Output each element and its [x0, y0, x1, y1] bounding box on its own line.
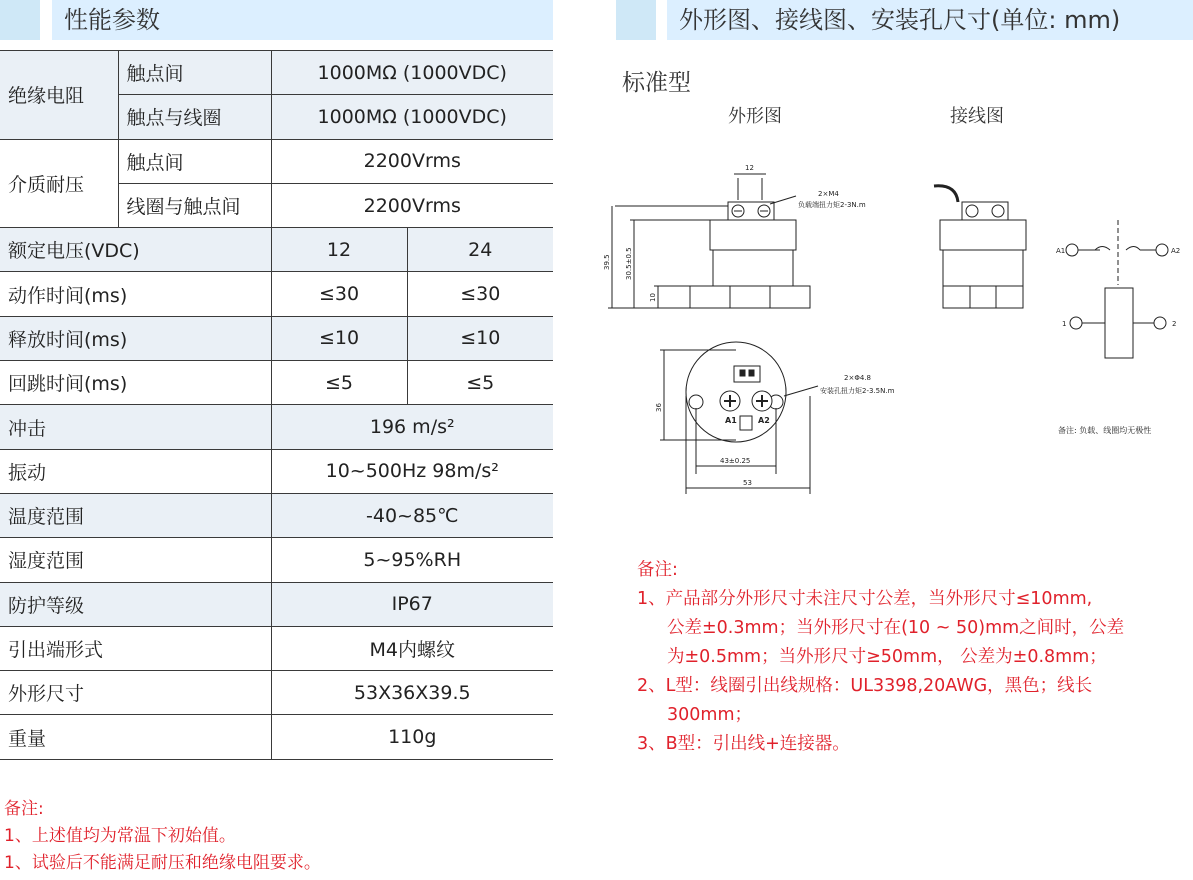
row-value-a: ≤30	[271, 272, 407, 316]
row-value-a: ≤10	[271, 316, 407, 360]
wiring-label: 接线图	[950, 106, 1004, 127]
dim-10: 10	[649, 293, 657, 302]
spec-table	[0, 50, 553, 760]
right-note-1-cont-b: 为±0.5mm；当外形尺寸≥50mm， 公差为±0.8mm；	[667, 647, 1107, 667]
type-label: 标准型	[622, 70, 691, 96]
table-row	[0, 228, 553, 272]
row-label: 温度范围	[0, 493, 271, 537]
dim-30-5: 30.5±0.5	[625, 247, 633, 280]
right-notes-title: 备注:	[637, 560, 678, 580]
dim-36: 36	[655, 403, 663, 412]
mount-note-1: 2×Φ4.8	[844, 374, 871, 382]
table-row	[0, 139, 553, 183]
table-row	[0, 626, 553, 670]
relay-side-view	[608, 174, 810, 308]
row-label: 振动	[0, 449, 271, 493]
left-header-accent	[0, 0, 40, 40]
row-value-b: 24	[407, 228, 553, 272]
dim-43: 43±0.25	[720, 457, 751, 465]
technical-drawing	[600, 140, 1193, 510]
row-value: 196 m/s²	[271, 405, 553, 449]
right-note-1-cont-a: 公差±0.3mm；当外形尺寸在(10 ~ 50)mm之间时，公差	[667, 618, 1125, 638]
row-value-b: ≤10	[407, 316, 553, 360]
schematic-pin-1: 1	[1062, 320, 1067, 328]
row-label: 引出端形式	[0, 626, 271, 670]
row-label: 介质耐压	[0, 139, 118, 228]
right-note-1: 1、产品部分外形尺寸未注尺寸公差，当外形尺寸≤10mm,	[637, 589, 1093, 609]
table-row	[0, 405, 553, 449]
terminal-a2-mark: A2	[758, 416, 770, 425]
left-note-2: 1、试验后不能满足耐压和绝缘电阻要求。	[4, 853, 321, 873]
table-row	[0, 272, 553, 316]
row-label: 绝缘电阻	[0, 51, 118, 140]
row-value: 110g	[271, 715, 553, 759]
screw-note-2: 负载端扭力矩2-3N.m	[798, 201, 866, 209]
left-notes	[4, 796, 321, 877]
left-notes-title: 备注:	[4, 799, 44, 819]
table-row	[0, 316, 553, 360]
row-sublabel: 触点间	[118, 139, 271, 183]
outline-label: 外形图	[728, 106, 782, 127]
row-sublabel: 线圈与触点间	[118, 183, 271, 227]
row-value-b: ≤30	[407, 272, 553, 316]
row-label: 额定电压(VDC)	[0, 228, 271, 272]
right-section-title: 外形图、接线图、安装孔尺寸(单位: mm)	[667, 0, 1193, 40]
row-sublabel: 触点与线圈	[118, 95, 271, 139]
table-row	[0, 538, 553, 582]
row-value: -40~85℃	[271, 493, 553, 537]
row-value: 1000MΩ (1000VDC)	[271, 51, 553, 95]
row-label: 冲击	[0, 405, 271, 449]
row-sublabel: 触点间	[118, 51, 271, 95]
terminal-a1-mark: A1	[725, 416, 737, 425]
row-label: 回跳时间(ms)	[0, 361, 271, 405]
table-row	[0, 671, 553, 715]
screw-note-1: 2×M4	[818, 190, 839, 198]
right-note-2: 2、L型：线圈引出线规格：UL3398,20AWG，黑色；线长	[637, 676, 1093, 696]
row-value: M4内螺纹	[271, 626, 553, 670]
schematic-pin-2: 2	[1172, 320, 1177, 328]
table-row	[0, 582, 553, 626]
mount-note-2: 安装孔扭力矩2-3.5N.m	[820, 387, 895, 395]
row-value: IP67	[271, 582, 553, 626]
table-row	[0, 449, 553, 493]
schematic-a1: A1	[1056, 247, 1066, 255]
relay-top-view	[660, 342, 818, 494]
right-note-2-cont: 300mm；	[667, 705, 752, 725]
row-value: 5~95%RH	[271, 538, 553, 582]
right-note-3: 3、B型：引出线+连接器。	[637, 734, 850, 754]
row-value: 53X36X39.5	[271, 671, 553, 715]
row-value: 1000MΩ (1000VDC)	[271, 95, 553, 139]
table-row	[0, 493, 553, 537]
table-row	[0, 361, 553, 405]
row-value: 2200Vrms	[271, 183, 553, 227]
right-header-accent	[616, 0, 656, 40]
table-row	[0, 715, 553, 759]
dim-39-5: 39.5	[603, 254, 611, 270]
row-value: 10~500Hz 98m/s²	[271, 449, 553, 493]
left-note-1: 1、上述值均为常温下初始值。	[4, 826, 236, 846]
row-label: 湿度范围	[0, 538, 271, 582]
row-label: 外形尺寸	[0, 671, 271, 715]
row-label: 动作时间(ms)	[0, 272, 271, 316]
row-value: 2200Vrms	[271, 139, 553, 183]
row-label: 释放时间(ms)	[0, 316, 271, 360]
row-label: 防护等级	[0, 582, 271, 626]
dim-12: 12	[745, 164, 754, 172]
row-value-a: ≤5	[271, 361, 407, 405]
row-value-b: ≤5	[407, 361, 553, 405]
row-value-a: 12	[271, 228, 407, 272]
wiring-schematic	[1066, 220, 1168, 358]
table-row	[0, 51, 553, 95]
left-section-title: 性能参数	[52, 0, 553, 40]
dim-53: 53	[743, 479, 752, 487]
schematic-a2: A2	[1171, 247, 1181, 255]
relay-wiring-view	[934, 186, 1026, 308]
polarity-note: 备注: 负载、线圈均无极性	[1058, 426, 1152, 435]
row-label: 重量	[0, 715, 271, 759]
right-notes	[637, 556, 1187, 759]
